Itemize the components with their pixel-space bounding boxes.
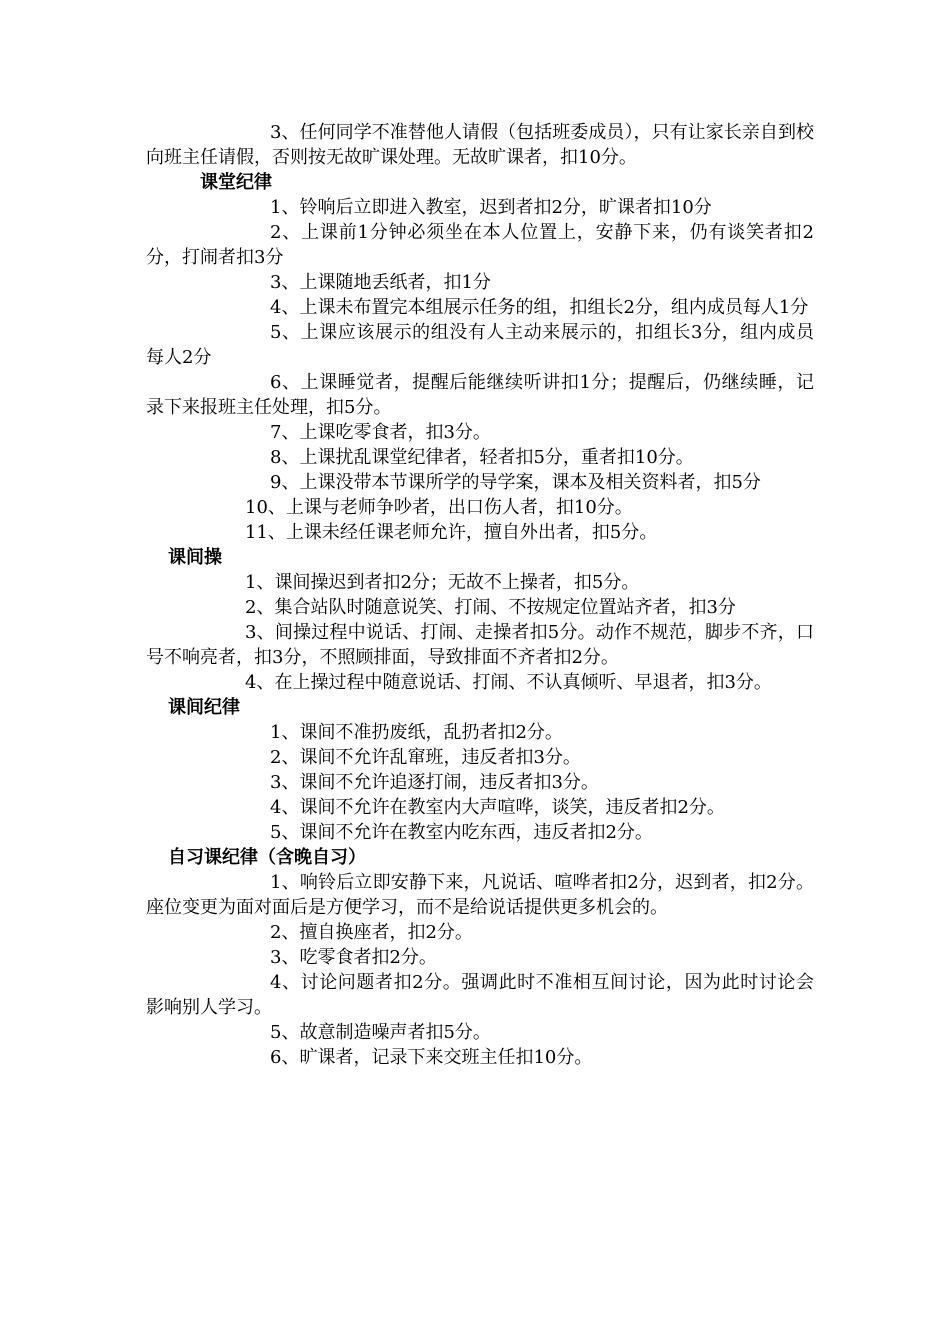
rule-item: 2、上课前1分钟必须坐在本人位置上，安静下来，仍有谈笑者扣2分，打闹者扣3分 (146, 222, 814, 268)
rule-item: 10、上课与老师争吵者，出口伤人者，扣10分。 (245, 497, 633, 518)
rule-item: 2、集合站队时随意说笑、打闹、不按规定位置站齐者，扣3分 (245, 597, 736, 618)
rule-item: 4、讨论问题者扣2分。强调此时不准相互间讨论，因为此时讨论会影响别人学习。 (146, 972, 814, 1018)
rule-item: 5、故意制造噪声者扣5分。 (270, 1022, 491, 1043)
section-heading-classroom: 课堂纪律 (200, 172, 272, 193)
rule-item: 4、课间不允许在教室内大声喧哗，谈笑，违反者扣2分。 (270, 797, 725, 818)
rule-item: 3、吃零食者扣2分。 (270, 947, 437, 968)
section-heading-break: 课间纪律 (168, 697, 240, 718)
section-heading-exercise: 课间操 (168, 547, 222, 568)
rule-item: 3、间操过程中说话、打闹、走操者扣5分。动作不规范，脚步不齐，口号不响亮者，扣3分，不照顾排面，导致排面不齐者扣2分。 (146, 622, 814, 668)
rule-item: 5、上课应该展示的组没有人主动来展示的，扣组长3分，组内成员每人2分 (146, 322, 814, 368)
rule-item: 7、上课吃零食者，扣3分。 (270, 422, 491, 443)
rule-item: 3、上课随地丢纸者，扣1分 (270, 272, 491, 293)
rule-item: 2、擅自换座者，扣2分。 (270, 922, 473, 943)
section-heading-self-study: 自习课纪律（含晚自习） (168, 847, 366, 868)
rule-item: 3、任何同学不准替他人请假（包括班委成员），只有让家长亲自到校向班主任请假，否则按无故旷课处理。无故旷课者，扣10分。 (146, 122, 814, 168)
document-body (146, 120, 814, 1070)
rule-item: 1、铃响后立即进入教室，迟到者扣2分，旷课者扣10分 (270, 197, 712, 218)
rule-item: 3、课间不允许追逐打闹，违反者扣3分。 (270, 772, 599, 793)
rule-item: 11、上课未经任课老师允许，擅自外出者，扣5分。 (245, 522, 658, 543)
rule-item: 6、上课睡觉者，提醒后能继续听讲扣1分；提醒后，仍继续睡，记录下来报班主任处理，扣5分。 (146, 372, 814, 418)
rule-item: 1、课间不准扔废纸，乱扔者扣2分。 (270, 722, 563, 743)
rule-item: 6、旷课者，记录下来交班主任扣10分。 (270, 1047, 593, 1068)
rule-item: 8、上课扰乱课堂纪律者，轻者扣5分，重者扣10分。 (270, 447, 694, 468)
rule-item: 5、课间不允许在教室内吃东西，违反者扣2分。 (270, 822, 653, 843)
rule-item: 1、课间操迟到者扣2分；无故不上操者，扣5分。 (245, 572, 640, 593)
rule-item: 9、上课没带本节课所学的导学案，课本及相关资料者，扣5分 (270, 472, 761, 493)
rule-item: 4、上课未布置完本组展示任务的组，扣组长2分，组内成员每人1分 (270, 297, 809, 318)
rule-item: 2、课间不允许乱窜班，违反者扣3分。 (270, 747, 581, 768)
rule-item: 1、响铃后立即安静下来，凡说话、喧哗者扣2分，迟到者，扣2分。座位变更为面对面后是方便学习，而不是给说话提供更多机会的。 (146, 872, 814, 918)
rule-item: 4、在上操过程中随意说话、打闹、不认真倾听、早退者，扣3分。 (245, 672, 772, 693)
